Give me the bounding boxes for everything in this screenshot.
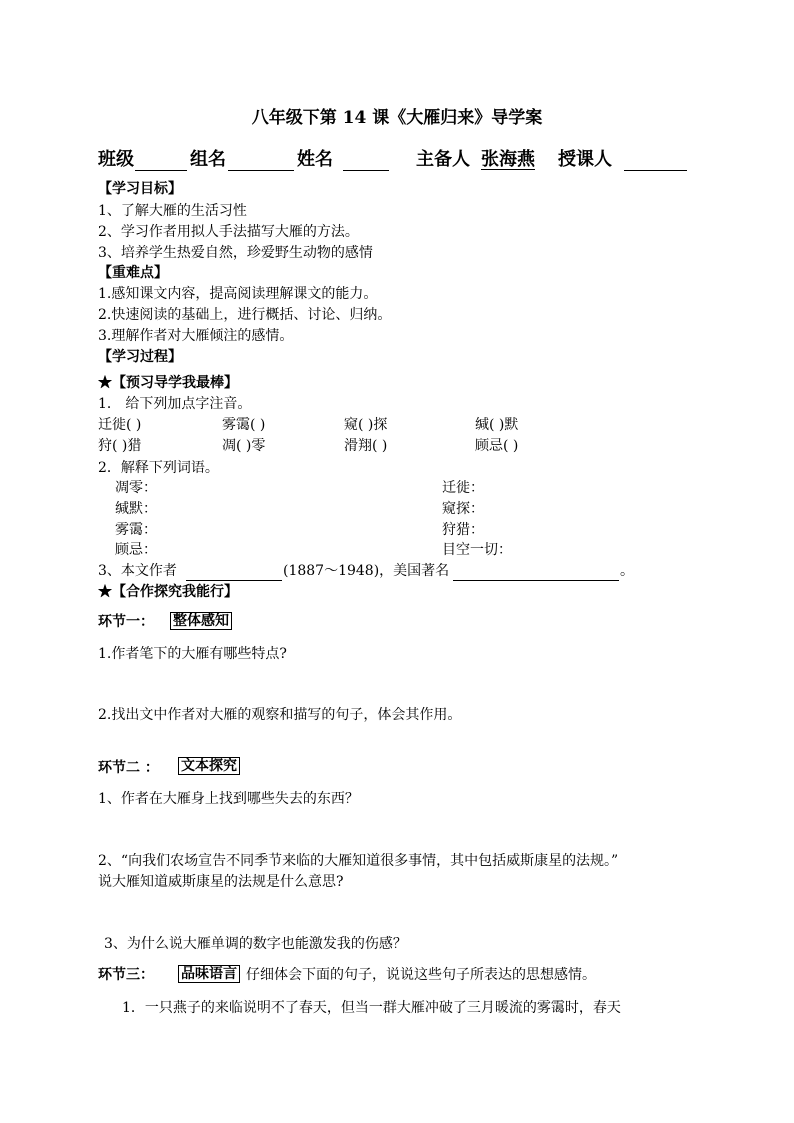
term-left: 凋零： bbox=[115, 480, 157, 496]
goal-item: 3、培养学生热爱自然，珍爱野生动物的感情 bbox=[98, 245, 373, 261]
section3-text: 仔细体会下面的句子，说说这些句子所表达的思想感情。 bbox=[246, 967, 596, 983]
section1-label: 环节一： bbox=[98, 614, 154, 630]
keypoint-item: 1.感知课文内容，提高阅读理解课文的能力。 bbox=[98, 286, 378, 302]
section2-question: 3、为什么说大雁单调的数字也能激发我的伤感？ bbox=[104, 936, 407, 952]
author-blank[interactable] bbox=[186, 565, 282, 581]
preview-q3-c: 。 bbox=[620, 563, 634, 579]
preview-q2: 2．解释下列词语。 bbox=[98, 460, 219, 476]
preview-q3-b: (1887～1948)，美国著名 bbox=[283, 563, 450, 579]
section3-box: 品味语言 bbox=[178, 965, 240, 983]
name-label: 姓名 bbox=[297, 149, 333, 170]
section2-question: 1、作者在大雁身上找到哪些失去的东西？ bbox=[98, 791, 359, 807]
section2-label: 环节二 ： bbox=[98, 760, 159, 776]
pinyin-item: 缄( )默 bbox=[475, 417, 519, 433]
group-label: 组名 bbox=[190, 149, 226, 170]
term-right: 窥探： bbox=[442, 501, 484, 517]
section1-box: 整体感知 bbox=[170, 612, 232, 630]
pinyin-item: 顾忌( ) bbox=[475, 438, 519, 454]
goal-item: 2、学习作者用拟人手法描写大雁的方法。 bbox=[98, 224, 359, 240]
class-label: 班级 bbox=[98, 149, 134, 170]
page-title: 八年级下第 14 课《大雁归来》导学案 bbox=[251, 108, 543, 128]
pinyin-item: 窥( )探 bbox=[344, 417, 388, 433]
preview-q3-a: 3、本文作者 bbox=[98, 563, 177, 579]
preview-heading: ★【预习导学我最棒】 bbox=[98, 375, 238, 391]
teacher-label: 授课人 bbox=[558, 149, 612, 170]
coop-heading: ★【合作探究我能行】 bbox=[98, 584, 238, 600]
term-right: 迁徙： bbox=[442, 480, 484, 496]
goals-heading: 【学习目标】 bbox=[98, 181, 182, 197]
term-left: 顾忌： bbox=[115, 542, 157, 558]
keypoints-heading: 【重难点】 bbox=[98, 265, 168, 281]
section1-question: 2.找出文中作者对大雁的观察和描写的句子，体会其作用。 bbox=[98, 707, 462, 723]
term-left: 雾霭： bbox=[115, 522, 157, 538]
preview-q1: 1． 给下列加点字注音。 bbox=[98, 396, 252, 412]
pinyin-item: 滑翔( ) bbox=[344, 438, 388, 454]
keypoint-item: 3.理解作者对大雁倾注的感情。 bbox=[98, 328, 294, 344]
term-right: 目空一切： bbox=[442, 542, 512, 558]
section2-question: 说大雁知道威斯康星的法规是什么意思? bbox=[98, 874, 344, 890]
term-left: 缄默： bbox=[115, 501, 157, 517]
section1-question: 1.作者笔下的大雁有哪些特点? bbox=[98, 646, 287, 662]
preparer-name: 张海燕 bbox=[481, 149, 535, 170]
preparer-label: 主备人 bbox=[416, 149, 470, 170]
term-right: 狩猎： bbox=[442, 522, 484, 538]
name-blank[interactable] bbox=[343, 152, 389, 171]
teacher-blank[interactable] bbox=[624, 152, 687, 171]
pinyin-item: 雾霭( ) bbox=[222, 417, 266, 433]
section2-question: 2、“向我们农场宣告不同季节来临的大雁知道很多事情，其中包括威斯康星的法规。” bbox=[98, 853, 619, 869]
class-blank[interactable] bbox=[135, 152, 187, 171]
profession-blank[interactable] bbox=[453, 565, 619, 581]
section2-box: 文本探究 bbox=[178, 757, 240, 775]
group-blank[interactable] bbox=[228, 152, 294, 171]
goal-item: 1、了解大雁的生活习性 bbox=[98, 203, 247, 219]
section3-label: 环节三： bbox=[98, 967, 154, 983]
keypoint-item: 2.快速阅读的基础上，进行概括、讨论、归纳。 bbox=[98, 307, 392, 323]
pinyin-item: 迁徙( ) bbox=[98, 417, 142, 433]
section3-item: 1．一只燕子的来临说明不了春天，但当一群大雁冲破了三月暖流的雾霭时，春天 bbox=[122, 1000, 621, 1016]
process-heading: 【学习过程】 bbox=[98, 349, 182, 365]
pinyin-item: 凋( )零 bbox=[222, 438, 266, 454]
pinyin-item: 狩( )猎 bbox=[98, 438, 142, 454]
